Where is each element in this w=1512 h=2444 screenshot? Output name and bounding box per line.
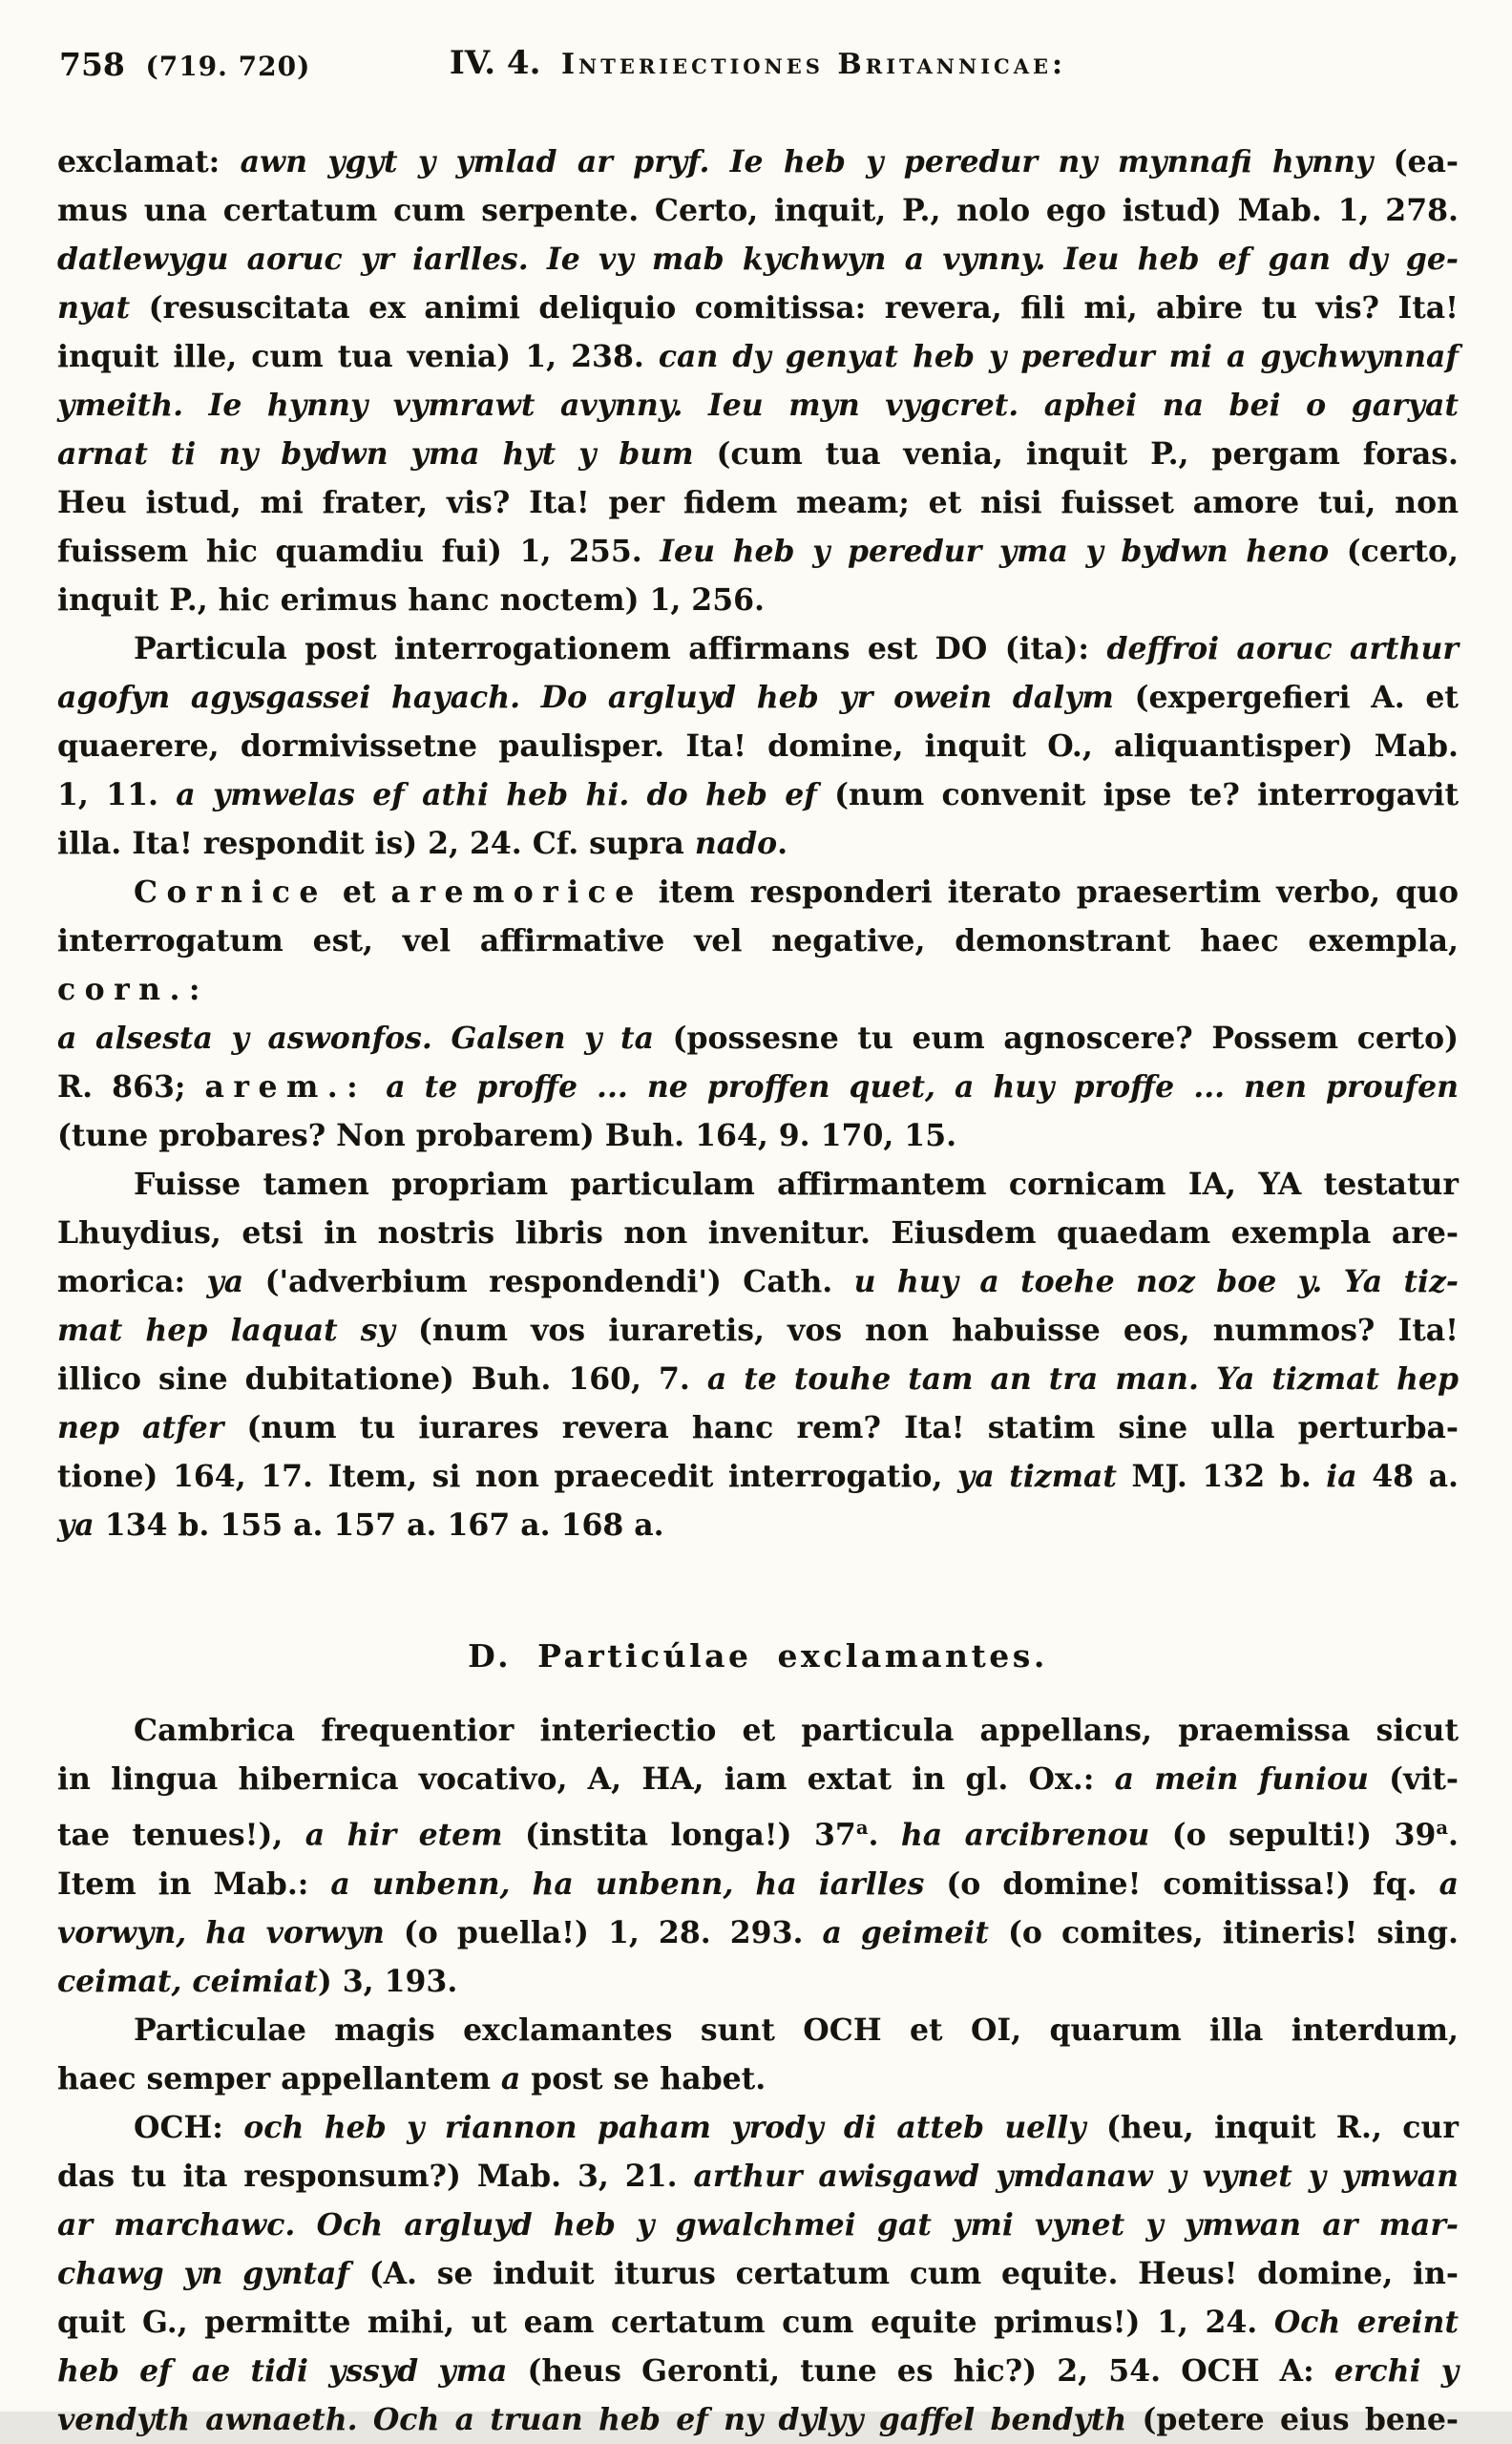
text-segment: nado (694, 826, 778, 861)
page-number: 758 (59, 46, 125, 83)
paragraph (57, 1160, 1459, 1549)
text-line (57, 916, 1459, 1014)
text-line (57, 527, 1459, 576)
page-text-body (57, 137, 1459, 2444)
text-line (57, 1803, 1459, 1860)
text-line (57, 1957, 1459, 2006)
text-segment: (heu, inquit R., cur (1105, 2109, 1459, 2145)
text-line (57, 2152, 1459, 2201)
text-segment: u huy a toehe noz boe y. Ya tiz- (853, 1264, 1459, 1299)
text-segment: quaerere, dormivissetne paulisper. Ita! domine, inquit O., aliquantisper) Mab. (57, 728, 1459, 764)
text-line (57, 624, 1459, 673)
text-segment: (cum tua venia, inquit P., pergam foras. (716, 436, 1460, 472)
text-segment: a (500, 2060, 532, 2096)
folio-numbers: (719. 720) (145, 51, 311, 82)
text-segment: a te touhe tam an tra man. Ya tizmat hep (706, 1361, 1459, 1397)
text-line (57, 2249, 1459, 2298)
text-segment: das tu ita responsum?) Mab. 3, 21. (57, 2158, 694, 2194)
text-segment: (heus Geronti, tune es hic?) 2, 54. OCH A: (527, 2352, 1334, 2389)
text-segment: Item in Mab.: (57, 1865, 331, 1902)
text-segment: a (1438, 1865, 1459, 1902)
text-line (57, 1403, 1459, 1452)
running-header (57, 44, 1459, 88)
paragraph (57, 624, 1459, 868)
text-segment: (tune probares? Non probarem) Buh. 164, 9. 170, 15. (57, 1118, 957, 1153)
text-segment: Cornice (134, 874, 327, 910)
text-segment: ya (206, 1264, 265, 1299)
text-segment: och heb y riannon paham yrody di atteb uelly (243, 2109, 1106, 2145)
text-line (57, 332, 1459, 381)
text-line (57, 1355, 1459, 1403)
text-segment: mus una certatum cum serpente. Certo, inquit, P., nolo ego istud) Mab. 1, 278. (57, 193, 1459, 228)
text-line (57, 235, 1459, 284)
text-segment: agofyn agysgassei hayach. Do argluyd heb yr owein dalym (57, 680, 1135, 715)
text-segment: R. 863; (57, 1069, 205, 1105)
paragraph (57, 868, 1459, 1160)
text-segment: item responderi iterato praesertim verbo, quo (642, 874, 1459, 910)
text-segment: tione) 164, 17. Item, si non praecedit interrogatio, (57, 1459, 957, 1494)
text-segment: corn.: (57, 972, 209, 1007)
text-segment: ya tizmat (956, 1459, 1132, 1494)
text-segment: datlewygu aoruc yr iarlles. Ie vy mab kychwyn a vynny. Ieu heb ef gan dy ge- (57, 242, 1459, 277)
text-segment: interrogatum est, vel affirmative vel negative, demonstrant haec exempla, (57, 923, 1459, 959)
section-heading: D. Particúlae exclamantes. (468, 1637, 1048, 1675)
text-segment: Cambrica frequentior interiectio et particula appellans, praemissa sicut (134, 1713, 1459, 1748)
text-line (57, 2054, 1459, 2103)
text-segment: ymeith. Ie hynny vymrawt avynny. Ieu myn vygcret. aphei na bei o garyat (57, 388, 1459, 423)
text-line (57, 1160, 1459, 1209)
text-segment: inquit ille, cum tua venia) 1, 238. (57, 339, 659, 374)
text-line (57, 430, 1459, 478)
text-segment (367, 1069, 386, 1105)
text-segment: a ymwelas ef athi heb hi. do heb ef (176, 777, 835, 812)
text-segment: exclamat: (57, 144, 241, 179)
text-segment: Och ereint (1273, 2304, 1459, 2340)
text-segment: in lingua hibernica vocativo, A, HA, iam extat in gl. Ox.: (57, 1761, 1115, 1797)
text-line (57, 770, 1459, 819)
text-segment: inquit P., hic erimus hanc noctem) 1, 256. (57, 582, 766, 618)
text-segment: heb ef ae tidi yssyd yma (57, 2352, 528, 2389)
text-segment: awn ygyt y ymlad ar pryf. Ie heb y peredur ny mynnafi hynny (240, 144, 1394, 179)
text-segment: arthur awisgawd ymdanaw y vynet y ymwan (693, 2158, 1459, 2194)
text-segment: . (777, 826, 788, 861)
text-segment: (num vos iuraretis, vos non habuisse eos, nummos? Ita! (417, 1313, 1459, 1348)
text-segment: (o comites, itineris! sing. (1008, 1914, 1459, 1950)
text-segment: nep atfer (57, 1410, 247, 1445)
text-segment: arnat ti ny bydwn yma hyt y bum (57, 436, 717, 472)
text-segment: ya (57, 1507, 105, 1543)
text-segment: MJ. 132 b. (1131, 1459, 1327, 1494)
text-segment: a mein funiou (1114, 1761, 1390, 1797)
text-line (57, 2103, 1459, 2152)
text-segment: ia (1326, 1459, 1373, 1494)
text-line (57, 1755, 1459, 1803)
text-line (57, 868, 1459, 916)
text-segment: (petere eius bene- (1142, 2401, 1459, 2437)
text-segment: a (1436, 1817, 1449, 1839)
text-segment: ('adverbium respondendi') Cath. (264, 1264, 854, 1299)
text-segment: deffroi aoruc arthur (1106, 631, 1459, 666)
text-segment: arem.: (204, 1069, 368, 1105)
text-segment: (A. se induit iturus certatum cum equite. Heus! domine, in- (368, 2255, 1460, 2291)
text-segment: Ieu heb y peredur yma y bydwn heno (660, 534, 1347, 569)
text-line (57, 478, 1459, 527)
text-segment: (o domine! comitissa!) fq. (946, 1865, 1439, 1902)
text-line (57, 1306, 1459, 1355)
text-line (57, 284, 1459, 332)
text-line (57, 1706, 1459, 1755)
text-segment: ha arcibrenou (900, 1817, 1172, 1853)
text-segment: can dy genyat heb y peredur mi a gychwynnaf (658, 339, 1459, 374)
text-segment: haec semper appellantem (57, 2060, 501, 2096)
text-line (57, 1014, 1459, 1063)
text-segment: ar marchawc. Och argluyd heb y gwalchmei gat ymi vynet y ymwan ar mar- (57, 2206, 1459, 2243)
running-title-text: Interiectiones Britannicae: (560, 48, 1067, 81)
text-segment: (possesne tu eum agnoscere? Possem certo) (672, 1021, 1459, 1056)
text-segment: nyat (57, 290, 149, 326)
text-segment: (o puella!) 1, 28. 293. (403, 1914, 823, 1950)
paragraph (57, 1706, 1459, 2006)
text-segment: post se habet. (531, 2060, 766, 2096)
text-segment: (instita longa!) 37 (525, 1817, 856, 1853)
text-segment: (ea- (1393, 144, 1460, 179)
page-number-group (59, 46, 310, 83)
text-segment: vendyth awnaeth. Och a truan heb ef ny dylyy gaffel bendyth (57, 2401, 1143, 2437)
text-line (57, 1257, 1459, 1306)
text-segment: (certo, (1346, 534, 1459, 569)
text-segment: Heu istud, mi frater, vis? Ita! per fidem meam; et nisi fuisset amore tui, non (57, 485, 1459, 520)
paragraph (57, 2103, 1459, 2444)
text-segment: (num tu iurares revera hanc rem? Ita! statim sine ulla perturba- (246, 1410, 1459, 1445)
text-line (57, 381, 1459, 430)
text-line (57, 1111, 1459, 1160)
text-line (57, 1452, 1459, 1501)
text-segment: et (326, 874, 391, 910)
text-segment: a unbenn, ha unbenn, ha iarlles (330, 1865, 947, 1902)
paragraph (57, 137, 1459, 624)
text-segment: morica: (57, 1264, 207, 1299)
text-line (57, 2201, 1459, 2249)
text-segment: . (1448, 1817, 1459, 1853)
text-segment: a (855, 1817, 869, 1839)
text-segment: (o sepulti!) 39 (1171, 1817, 1437, 1853)
text-segment: chawg yn gyntaf (57, 2255, 369, 2291)
text-segment: ceimat, ceimiat (57, 1963, 318, 1999)
text-segment: 134 b. 155 a. 157 a. 167 a. 168 a. (104, 1507, 664, 1543)
text-line (57, 1501, 1459, 1549)
text-line (57, 722, 1459, 770)
text-line (57, 2006, 1459, 2054)
text-line (57, 137, 1459, 186)
text-segment: OCH: (134, 2109, 244, 2145)
text-segment: Fuisse tamen propriam particulam affirmantem cornicam IA, YA testatur (134, 1167, 1459, 1202)
text-segment: ) 3, 193. (317, 1963, 458, 1999)
text-segment: (expergefieri A. et (1134, 680, 1459, 715)
text-line (57, 2395, 1459, 2444)
text-segment: 1, 11. (57, 777, 177, 812)
text-line (57, 1908, 1459, 1957)
paragraph (57, 2006, 1459, 2103)
text-segment: Particula post interrogationem affirmans est DO (ita): (134, 631, 1107, 666)
text-line (57, 673, 1459, 722)
chapter-number: IV. 4. (449, 44, 541, 82)
text-segment: Lhuydius, etsi in nostris libris non invenitur. Eiusdem quaedam exempla are- (57, 1215, 1459, 1251)
text-segment: a geimeit (822, 1914, 1008, 1950)
text-segment: mat hep laquat sy (57, 1313, 418, 1348)
text-line (57, 2347, 1459, 2395)
text-segment: a hir etem (304, 1817, 526, 1853)
text-line (57, 186, 1459, 235)
text-segment: fuissem hic quamdiu fui) 1, 255. (57, 534, 661, 569)
text-segment: illa. Ita! respondit is) 2, 24. Cf. supra (57, 826, 695, 861)
text-segment: a te proffe ... ne proffen quet, a huy proffe ... nen proufen (386, 1069, 1460, 1105)
text-segment: Particulae magis exclamantes sunt OCH et OI, quarum illa interdum, (134, 2012, 1459, 2048)
text-line (57, 1063, 1459, 1111)
text-segment: . (868, 1817, 901, 1853)
text-segment: (num convenit ipse te? interrogavit (834, 777, 1459, 812)
text-segment: erchi y (1334, 2352, 1459, 2389)
text-segment: quit G., permitte mihi, ut eam certatum cum equite primus!) 1, 24. (57, 2304, 1274, 2340)
text-line (57, 1860, 1459, 1908)
text-segment: aremorice (390, 874, 643, 910)
text-segment: vorwyn, ha vorwyn (57, 1914, 404, 1950)
text-segment: (vit- (1389, 1761, 1459, 1797)
text-line (57, 819, 1459, 868)
text-segment: tae tenues!), (57, 1817, 305, 1853)
text-line (57, 2298, 1459, 2347)
text-segment: illico sine dubitatione) Buh. 160, 7. (57, 1361, 707, 1397)
text-line (57, 1209, 1459, 1257)
text-line (57, 576, 1459, 624)
text-segment: a alsesta y aswonfos. Galsen y ta (57, 1021, 673, 1056)
text-segment: (resuscitata ex animi deliquio comitissa: revera, fili mi, abire tu vis? Ita! (148, 290, 1459, 326)
text-segment: 48 a. (1372, 1459, 1459, 1494)
